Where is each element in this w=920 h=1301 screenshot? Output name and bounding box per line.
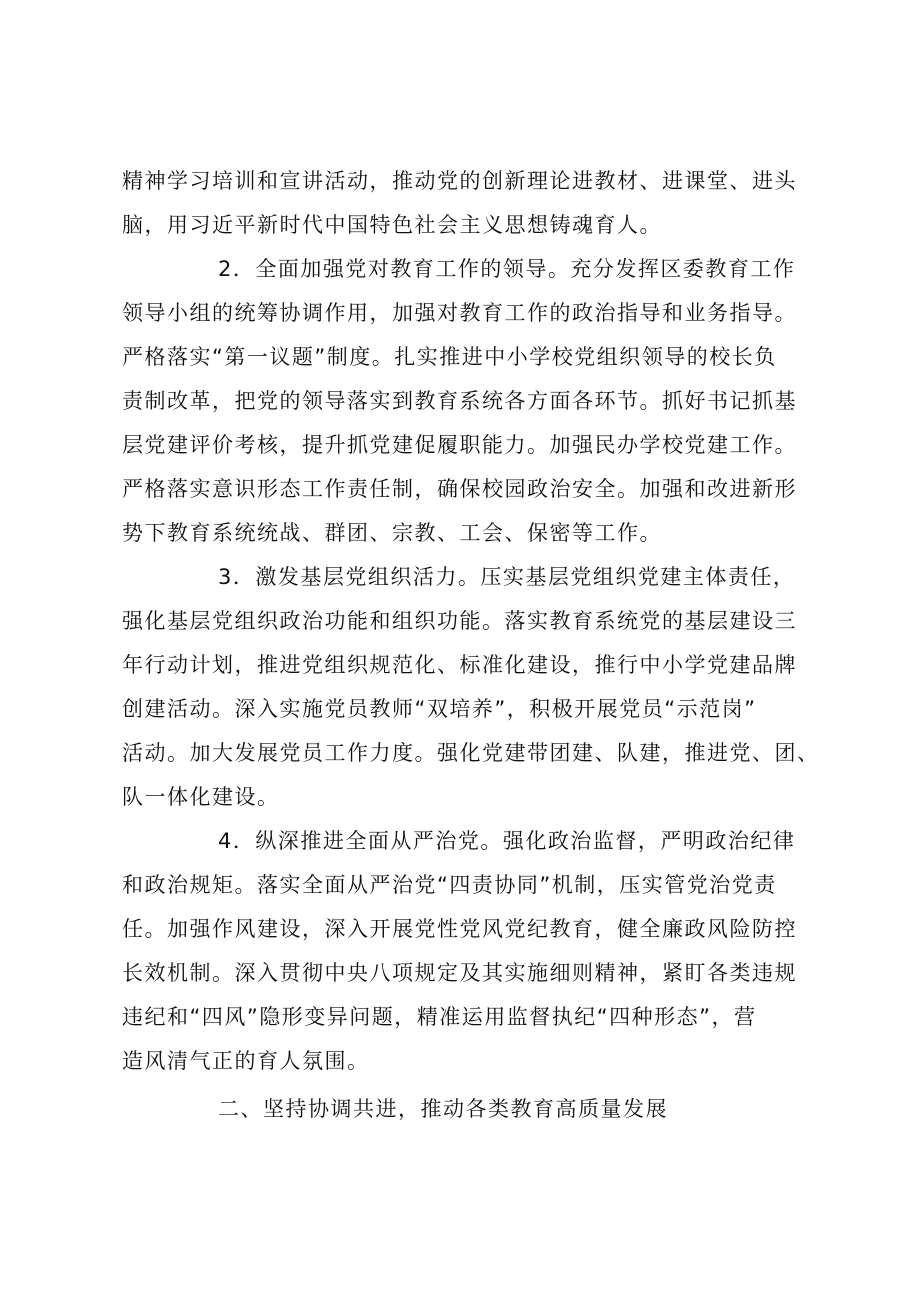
paragraph-3-line-4: 创建活动。深入实施党员教师“双培养”，积极开展党员“示范岗”: [122, 697, 757, 721]
paragraph-3-line-5: 活动。加大发展党员工作力度。强化党建带团建、队建，推进党、团、: [122, 741, 820, 765]
paragraph-3-line-3: 年行动计划，推进党组织规范化、标准化建设，推行中小学党建品牌: [122, 653, 797, 677]
paragraph-2-line-3: 严格落实“第一议题”制度。扎实推进中小学校党组织领导的校长负: [122, 345, 777, 369]
paragraph-4-line-3: 任。加强作风建设，深入开展党性党风党纪教育，健全廉政风险防控: [122, 917, 797, 941]
section-heading: 二、坚持协调共进，推动各类教育高质量发展: [218, 1097, 668, 1121]
paragraph-2-line-5: 层党建评价考核，提升抓党建促履职能力。加强民办学校党建工作。: [122, 433, 797, 457]
paragraph-4-line-6: 造风清气正的育人氛围。: [122, 1049, 370, 1073]
paragraph-3-line-2: 强化基层党组织政治功能和组织功能。落实教育系统党的基层建设三: [122, 609, 797, 633]
paragraph-1-line-2: 脑，用习近平新时代中国特色社会主义思想铸魂育人。: [122, 213, 662, 237]
paragraph-4-line-5: 违纪和“四风”隐形变异问题，精准运用监督执纪“四种形态”，营: [122, 1005, 757, 1029]
paragraph-3-line-1: 3．激发基层党组织活力。压实基层党组织党建主体责任，: [218, 565, 796, 589]
paragraph-4-line-2: 和政治规矩。落实全面从严治党“四责协同”机制，压实管党治党责: [122, 873, 777, 897]
paragraph-2-line-1: 2．全面加强党对教育工作的领导。充分发挥区委教育工作: [218, 257, 796, 281]
paragraph-2-line-2: 领导小组的统筹协调作用，加强对教育工作的政治指导和业务指导。: [122, 301, 797, 325]
paragraph-3-line-6: 队一体化建设。: [122, 785, 280, 809]
paragraph-1-line-1: 精神学习培训和宣讲活动，推动党的创新理论进教材、进课堂、进头: [122, 169, 797, 193]
paragraph-2-line-6: 严格落实意识形态工作责任制，确保校园政治安全。加强和改进新形: [122, 477, 797, 501]
paragraph-4-line-1: 4．纵深推进全面从严治党。强化政治监督，严明政治纪律: [218, 829, 796, 853]
paragraph-2-line-7: 势下教育系统统战、群团、宗教、工会、保密等工作。: [122, 521, 662, 545]
paragraph-2-line-4: 责制改革，把党的领导落实到教育系统各方面各环节。抓好书记抓基: [122, 389, 797, 413]
paragraph-4-line-4: 长效机制。深入贯彻中央八项规定及其实施细则精神，紧盯各类违规: [122, 961, 797, 985]
